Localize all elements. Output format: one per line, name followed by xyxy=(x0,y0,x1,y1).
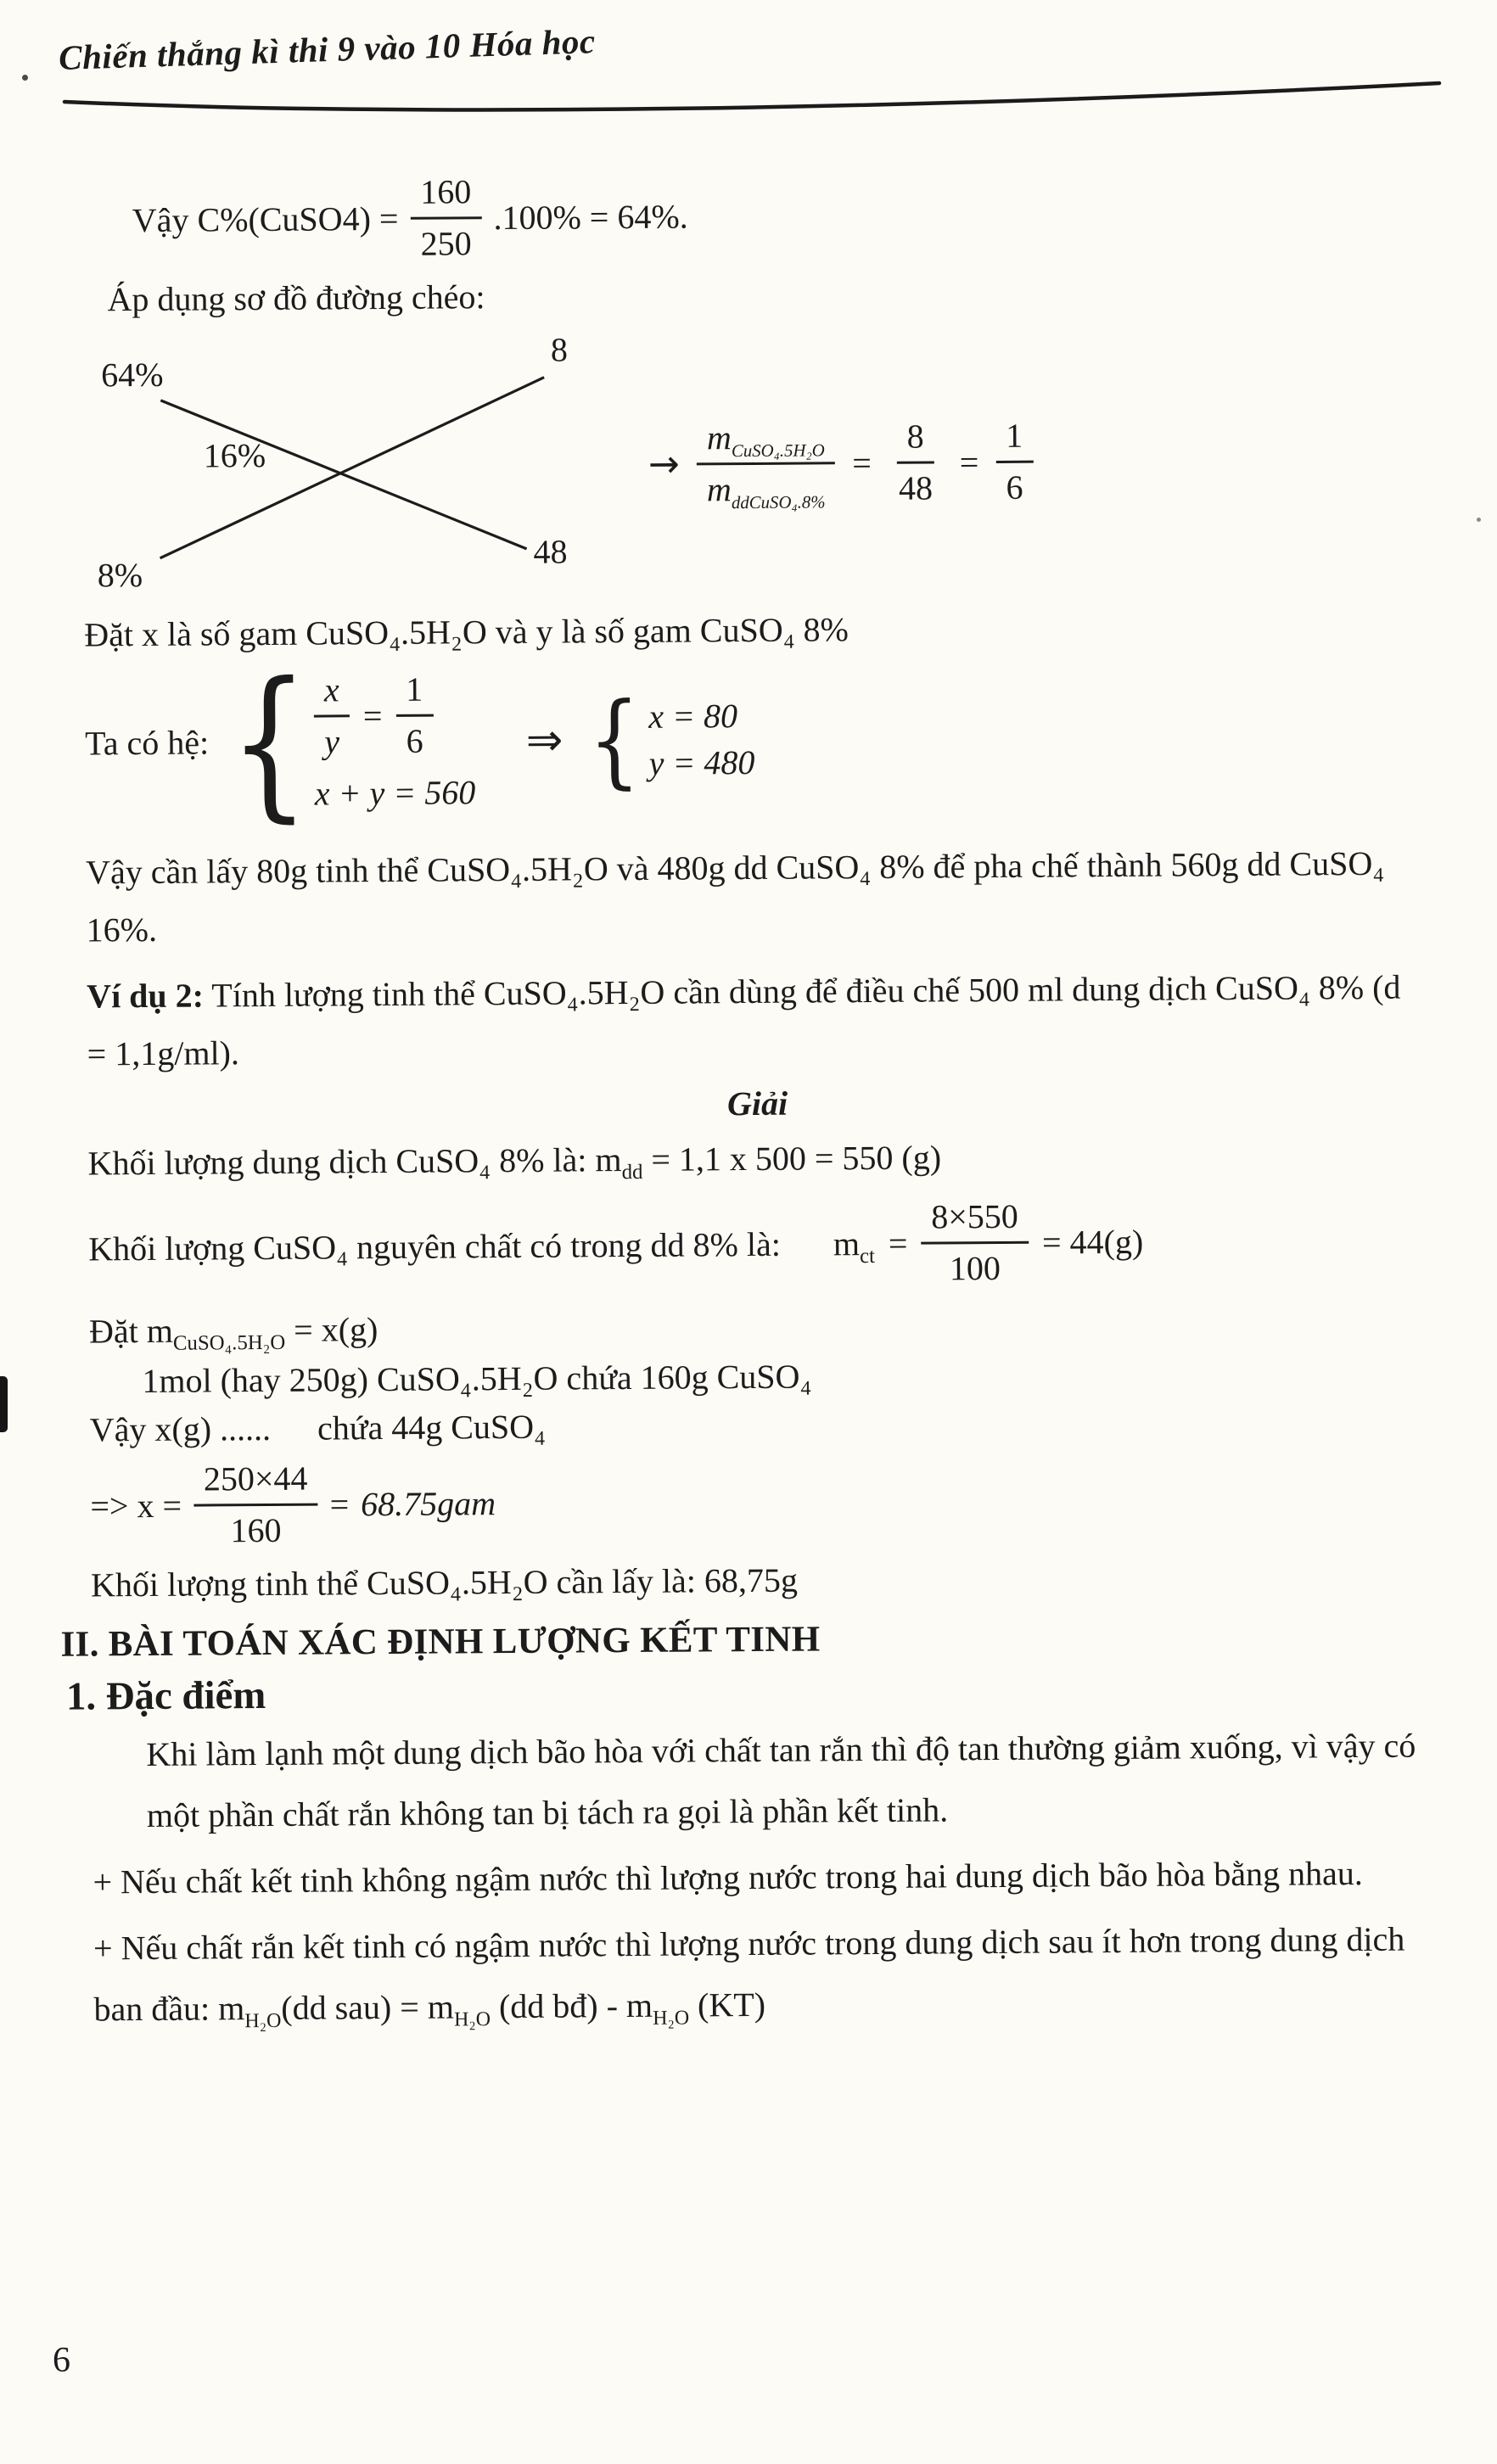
mass-dd-prefix: Khối lượng dung dịch CuSO₄ 8% là: m xyxy=(87,1140,622,1183)
mass-dd-suffix: = 1,1 x 500 = 550 (g) xyxy=(642,1138,942,1179)
solute-mass-line xyxy=(88,1193,1429,1294)
left-brace: { xyxy=(587,680,641,799)
fraction-1-6 xyxy=(995,416,1034,507)
m-symbol: m xyxy=(706,418,732,457)
note-hydrated-prefix: + Nếu chất rắn kết tinh có ngậm nước thì lượng nước trong dung dịch sau ít hơn trong dung dịch ban đầu: m xyxy=(93,1919,1405,2029)
fraction-denominator: y xyxy=(324,722,340,761)
page-content xyxy=(0,112,1497,2041)
fraction-250x44-160 xyxy=(193,1459,318,1551)
fraction-160-250 xyxy=(410,171,482,264)
set-variable-line xyxy=(88,1302,1429,1355)
h2o-subscript: H₂O xyxy=(244,2009,282,2033)
equation-system-row xyxy=(84,647,1426,837)
page-header xyxy=(0,0,1497,117)
cross-diagram xyxy=(82,330,627,599)
mass-ratio-numerator xyxy=(697,417,835,465)
c-percent-line xyxy=(132,165,1421,266)
cross-intro-line: Áp dụng sơ đồ đường chéo: xyxy=(107,277,485,319)
fraction-x-y xyxy=(314,669,350,761)
cross-diagram-row xyxy=(82,327,1424,599)
example2-conclusion: Khối lượng tinh thể CuSO₄.5H₂O cần lấy là: 68,75g xyxy=(90,1560,799,1604)
cross-top-right-value: 8 xyxy=(550,330,569,369)
h2o-subscript: H₂O xyxy=(453,2008,491,2031)
c-percent-prefix: Vậy C%(CuSO4) = xyxy=(132,199,399,239)
fraction-denominator: 250 xyxy=(420,224,472,263)
system-equations xyxy=(314,669,476,813)
scan-edge-mark xyxy=(0,1376,8,1432)
mass-ratio-fraction xyxy=(696,417,835,513)
fraction-denominator: 160 xyxy=(230,1510,282,1550)
cross-ratio-formula xyxy=(648,416,1033,513)
m-symbol: m xyxy=(833,1224,861,1263)
fraction-8x550-100 xyxy=(921,1196,1029,1289)
note-hydrated-paragraph xyxy=(93,1908,1434,2040)
m-ct-subscript: ct xyxy=(859,1244,876,1268)
fraction-numerator: 1 xyxy=(395,669,433,717)
cross-top-left-value: 64% xyxy=(100,355,164,395)
equals-sign: = xyxy=(329,1484,350,1523)
equals-sign: = xyxy=(362,696,383,735)
fraction-8-48 xyxy=(888,416,943,507)
fraction-denominator: 6 xyxy=(406,721,423,760)
section-ii-heading: II. BÀI TOÁN XÁC ĐỊNH LƯỢNG KẾT TINH xyxy=(60,1619,821,1665)
example2-text: Tính lượng tinh thể CuSO₄.5H₂O cần dùng để điều chế 500 ml dung dịch CuSO₄ 8% (d = 1,1g/ml). xyxy=(87,967,1401,1073)
fraction-numerator: 160 xyxy=(410,171,481,220)
solution-heading: Giải xyxy=(726,1084,788,1123)
page-number: 6 xyxy=(53,2341,70,2380)
mass-ct-math xyxy=(833,1196,1143,1290)
note-anhydrous-paragraph: + Nếu chất kết tinh không ngậm nước thì lượng nước trong hai dung dịch bão hòa bằng nhau. xyxy=(93,1853,1363,1901)
mol-ratio-line: 1mol (hay 250g) CuSO₄.5H₂O chứa 160g CuSO₄ xyxy=(142,1357,812,1401)
system-equation-2: x + y = 560 xyxy=(314,773,476,813)
m-dd-subscript: dd xyxy=(621,1160,643,1184)
book-title: Chiến thắng kì thi 9 vào 10 Hóa học xyxy=(58,21,597,78)
m-symbol: m xyxy=(706,470,732,509)
right-arrow-icon: → xyxy=(648,442,680,486)
system-equation-1 xyxy=(314,669,475,761)
equals-sign: = xyxy=(888,1224,908,1263)
solve-x-result: 68.75gam xyxy=(361,1483,496,1523)
equals-sign: = xyxy=(852,443,872,482)
c-percent-suffix: .100% = 64%. xyxy=(493,197,688,237)
h2o-subscript: H₂O xyxy=(653,2007,690,2030)
characteristics-paragraph: Khi làm lạnh một dung dịch bão hòa với chất tan rắn thì độ tan thường giảm xuống, vì vậy có một phần chất rắn không tan bị tách ra gọi là phần kết tinh. xyxy=(146,1726,1416,1834)
mass-ratio-num-subscript: CuSO₄.5H₂O xyxy=(731,440,825,462)
proportion-prefix: Vậy x(g) ...... xyxy=(89,1408,272,1449)
solve-x-prefix: => x = xyxy=(90,1486,182,1525)
header-underline xyxy=(59,78,1444,117)
cross-bottom-right-value: 48 xyxy=(533,532,568,571)
m-cuso4-subscript: CuSO₄.5H₂O xyxy=(172,1330,286,1355)
example2-label: Ví dụ 2: xyxy=(87,976,205,1016)
dat-m-suffix: = x(g) xyxy=(285,1310,378,1349)
cross-center-value: 16% xyxy=(203,435,266,475)
mass-ct-prefix: Khối lượng CuSO₄ nguyên chất có trong dd 8% là: xyxy=(88,1224,782,1268)
example2-statement xyxy=(87,958,1427,1083)
example1-conclusion: Vậy cần lấy 80g tinh thể CuSO₄.5H₂O và 480g dd CuSO₄ 8% để pha chế thành 560g dd CuSO₄ 16%. xyxy=(86,843,1385,949)
implies-arrow-icon: ⇒ xyxy=(525,714,563,766)
fraction-numerator: 1 xyxy=(995,416,1033,463)
cross-bottom-left-value: 8% xyxy=(97,555,143,595)
equals-sign: = xyxy=(959,442,979,481)
solution-y: y = 480 xyxy=(648,742,755,782)
subsection-1-heading: 1. Đặc điểm xyxy=(65,1673,266,1719)
variable-definition-line: Đặt x là số gam CuSO₄.5H₂O và y là số gam CuSO₄ 8% xyxy=(84,610,849,654)
solution-x: x = 80 xyxy=(648,696,738,736)
fraction-denominator: 100 xyxy=(949,1248,1001,1288)
mass-ct-result: = 44(g) xyxy=(1041,1222,1144,1262)
dat-m-prefix: Đặt m xyxy=(88,1311,174,1351)
solve-x-line xyxy=(90,1450,1431,1551)
fraction-numerator: 8×550 xyxy=(921,1196,1029,1245)
fraction-1-6 xyxy=(395,669,434,761)
mass-ratio-denominator xyxy=(697,464,836,513)
fraction-numerator: 250×44 xyxy=(193,1459,318,1507)
m-ct-symbol xyxy=(833,1223,876,1268)
fraction-numerator: x xyxy=(314,669,350,717)
fraction-numerator: 8 xyxy=(896,416,934,463)
system-label: Ta có hệ: xyxy=(84,723,210,763)
note-hydrated-mid2: (dd bđ) - m xyxy=(490,1985,653,2026)
fraction-denominator: 6 xyxy=(1006,468,1023,507)
header-underline-path xyxy=(64,83,1439,109)
solution-mass-line xyxy=(87,1125,1427,1192)
fraction-denominator: 48 xyxy=(898,468,934,507)
mass-ratio-den-subscript: ddCuSO₄.8% xyxy=(731,492,826,513)
note-hydrated-mid1: (dd sau) = m xyxy=(281,1987,455,2027)
left-brace: { xyxy=(228,647,311,837)
note-hydrated-suffix: (KT) xyxy=(688,1985,766,2024)
system-solutions xyxy=(648,695,754,782)
proportion-suffix: chứa 44g CuSO₄ xyxy=(317,1407,547,1448)
proportion-line xyxy=(90,1400,1430,1449)
